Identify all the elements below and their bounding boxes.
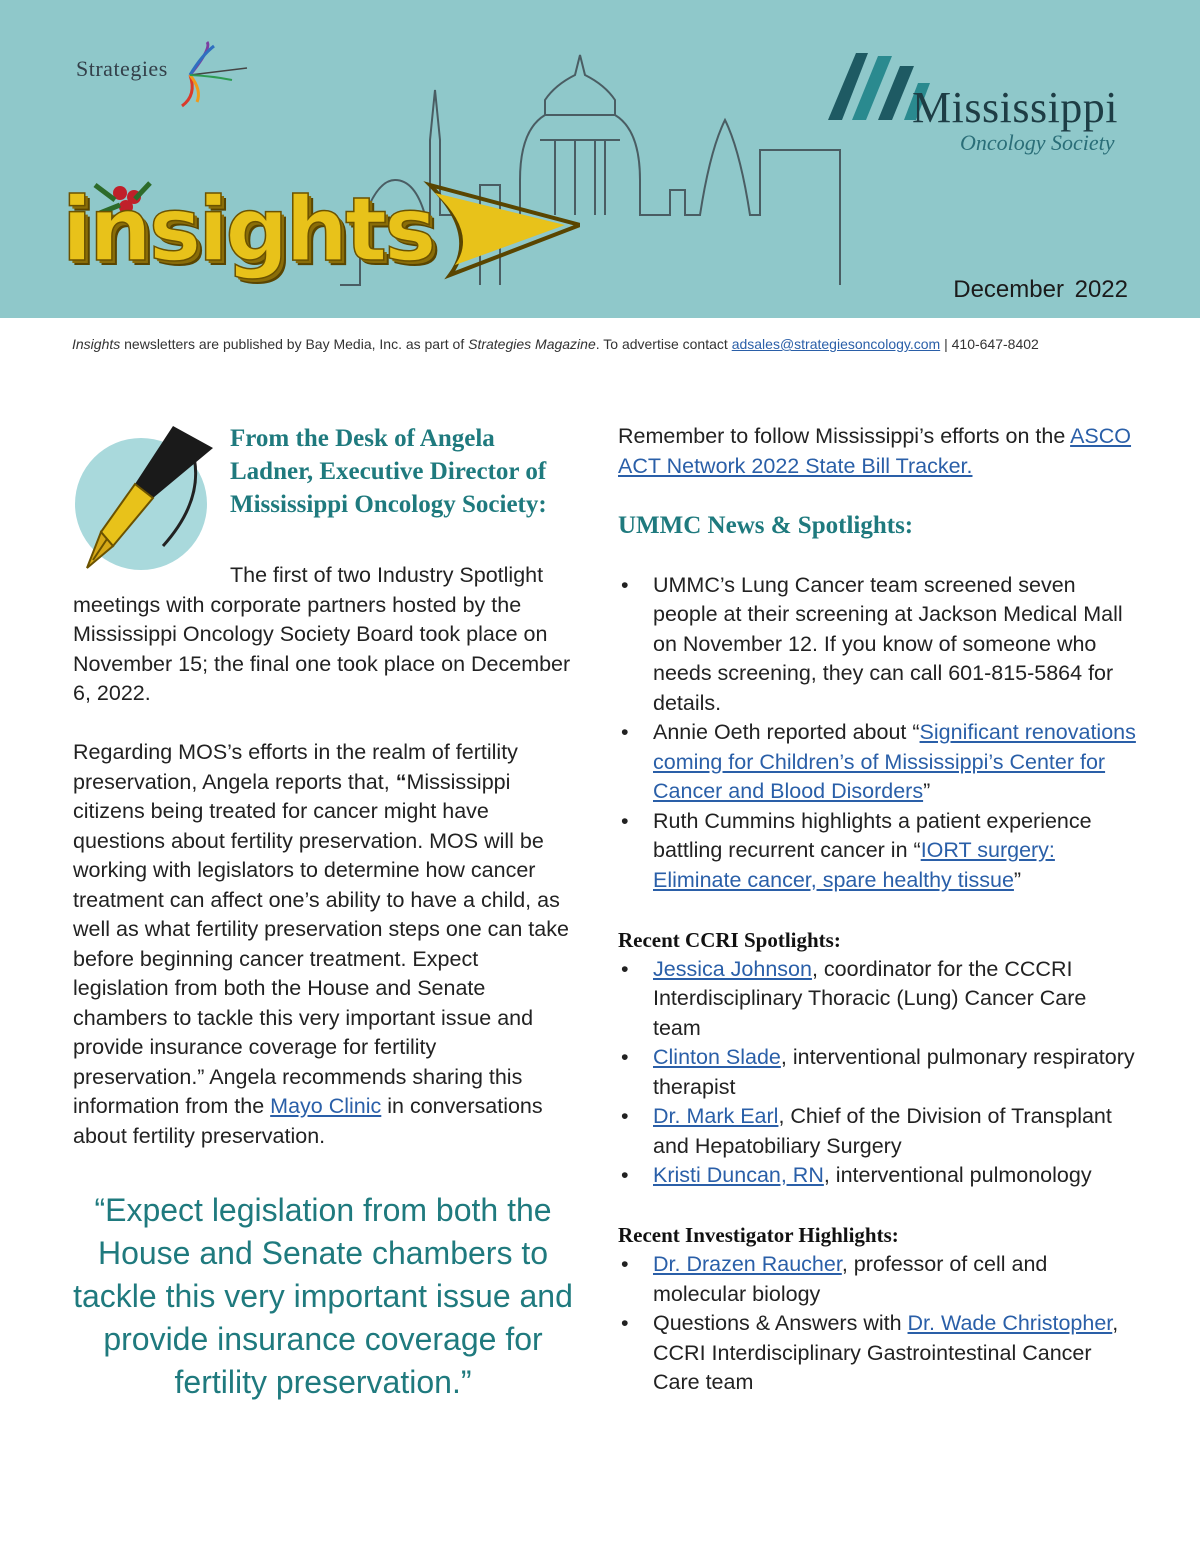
mark-earl-link[interactable]: Dr. Mark Earl — [653, 1104, 779, 1128]
list-item-text: , interventional pulmonology — [823, 1163, 1092, 1187]
list-item — [618, 718, 1138, 807]
list-item-text: Ruth Cummins highlights a patient experience battling recurrent cancer in “ — [653, 808, 1092, 862]
left-column — [73, 422, 573, 1404]
right-column — [618, 422, 1138, 1398]
iort-article-link[interactable]: IORT surgery: Eliminate cancer, spare healthy tissue — [653, 838, 1055, 892]
list-item — [618, 1043, 1138, 1102]
issue-date: December 2022 — [953, 276, 1128, 303]
fertility-paragraph — [73, 738, 573, 1151]
wade-christopher-link[interactable]: Dr. Wade Christopher — [907, 1311, 1113, 1335]
list-item-text: , professor of cell and molecular biology — [653, 1252, 1048, 1306]
newsletter-header — [0, 0, 1200, 318]
advertise-email-link[interactable]: adsales@strategiesoncology.com — [731, 336, 941, 352]
fountain-pen-icon — [73, 426, 213, 576]
jessica-johnson-link[interactable]: Jessica Johnson — [653, 956, 812, 981]
publine-insights: Insights — [72, 336, 121, 352]
drazen-raucher-link[interactable]: Dr. Drazen Raucher — [653, 1252, 842, 1276]
list-item-text: UMMC’s Lung Cancer team screened seven people at their screening at Jackson Medical Mall on November 12. If you know of someone who needs screening, they can call 601-815-5864 for details. — [653, 572, 1123, 715]
list-item — [618, 1102, 1138, 1161]
investigator-heading: Recent Investigator Highlights: — [618, 1223, 899, 1247]
list-item-text: , Chief of the Division of Transplant and Hepatobiliary Surgery — [653, 1104, 1112, 1158]
fertility-text-c: in conversations about fertility preservation. — [73, 1094, 543, 1148]
ummc-heading: UMMC News & Spotlights: — [618, 512, 914, 539]
list-item — [618, 571, 1138, 719]
list-item-text: ” — [1013, 867, 1022, 892]
list-item — [618, 1161, 1138, 1191]
list-item-text: Annie Oeth reported about “ — [653, 720, 920, 744]
ccri-heading: Recent CCRI Spotlights: — [618, 927, 841, 952]
list-item — [618, 807, 1138, 896]
list-item — [618, 1309, 1138, 1398]
list-item-text: ” — [923, 779, 931, 803]
investigator-list — [618, 1250, 1138, 1398]
clinton-slade-link[interactable]: Clinton Slade — [653, 1045, 781, 1069]
renovations-article-link[interactable]: Significant renovations coming for Children’s of Mississippi’s Center for Cancer and Blood Disorders — [653, 720, 1136, 803]
insights-logo: insights — [62, 178, 434, 281]
industry-spotlight-paragraph: The first of two Industry Spotlight meetings with corporate partners hosted by the Mississippi Oncology Society Board took place on November 15; the final one took place on December 6, 2022. — [73, 563, 571, 705]
bill-tracker-text: Remember to follow Mississippi’s efforts on the — [618, 424, 1071, 448]
strategies-logo-text: Strategies — [76, 56, 168, 81]
list-item-text: , coordinator for the CCCRI Interdisciplinary Thoracic (Lung) Cancer Care team — [653, 956, 1087, 1040]
list-item-text: , CCRI Interdisciplinary Gastrointestinal Cancer Care team — [653, 1311, 1119, 1394]
fertility-quote-mark: “ — [395, 769, 407, 794]
publine-phone: | 410-647-8402 — [940, 336, 1039, 352]
desk-heading: From the Desk of Angela Ladner, Executive Director of Mississippi Oncology Society: — [230, 425, 547, 518]
kristi-duncan-link[interactable]: Kristi Duncan, RN — [653, 1163, 824, 1187]
fertility-text-b: Mississippi citizens being treated for cancer might have questions about fertility preservation. MOS will be working with legislators to determine how cancer treatment can affect one’s ability to have a child, as well as what fertility preservation steps one can take before beginning cancer treatment. Expect legislation from both the House and Senate chambers to tackle this very important issue and provide insurance coverage for fertility preservation.” Angela recommends sharing this information from the — [73, 769, 569, 1118]
publisher-line — [72, 336, 1152, 352]
mayo-clinic-link[interactable]: Mayo Clinic — [270, 1094, 382, 1118]
bill-tracker-paragraph — [618, 422, 1138, 481]
list-item-text: Questions & Answers with — [653, 1311, 908, 1335]
org-subtitle: Oncology Society — [960, 130, 1115, 155]
org-name: Mississippi — [912, 83, 1119, 132]
publine-text-2: . To advertise contact — [595, 336, 732, 352]
bill-tracker-link[interactable]: ASCO ACT Network 2022 State Bill Tracker. — [618, 424, 1132, 478]
list-item — [618, 955, 1138, 1044]
list-item-text: , interventional pulmonary respiratory therapist — [653, 1045, 1135, 1099]
fertility-text-a: Regarding MOS’s efforts in the realm of fertility preservation, Angela reports that, — [73, 740, 518, 794]
list-item — [618, 1250, 1138, 1309]
publine-text-1: newsletters are published by Bay Media, Inc. as part of — [120, 336, 469, 352]
pull-quote: “Expect legislation from both the House and Senate chambers to tackle this very important issue and provide insurance coverage for fertility preservation.” — [73, 1192, 573, 1400]
publine-magazine: Strategies Magazine — [468, 336, 596, 352]
ccri-list — [618, 955, 1138, 1191]
ummc-list — [618, 571, 1138, 896]
